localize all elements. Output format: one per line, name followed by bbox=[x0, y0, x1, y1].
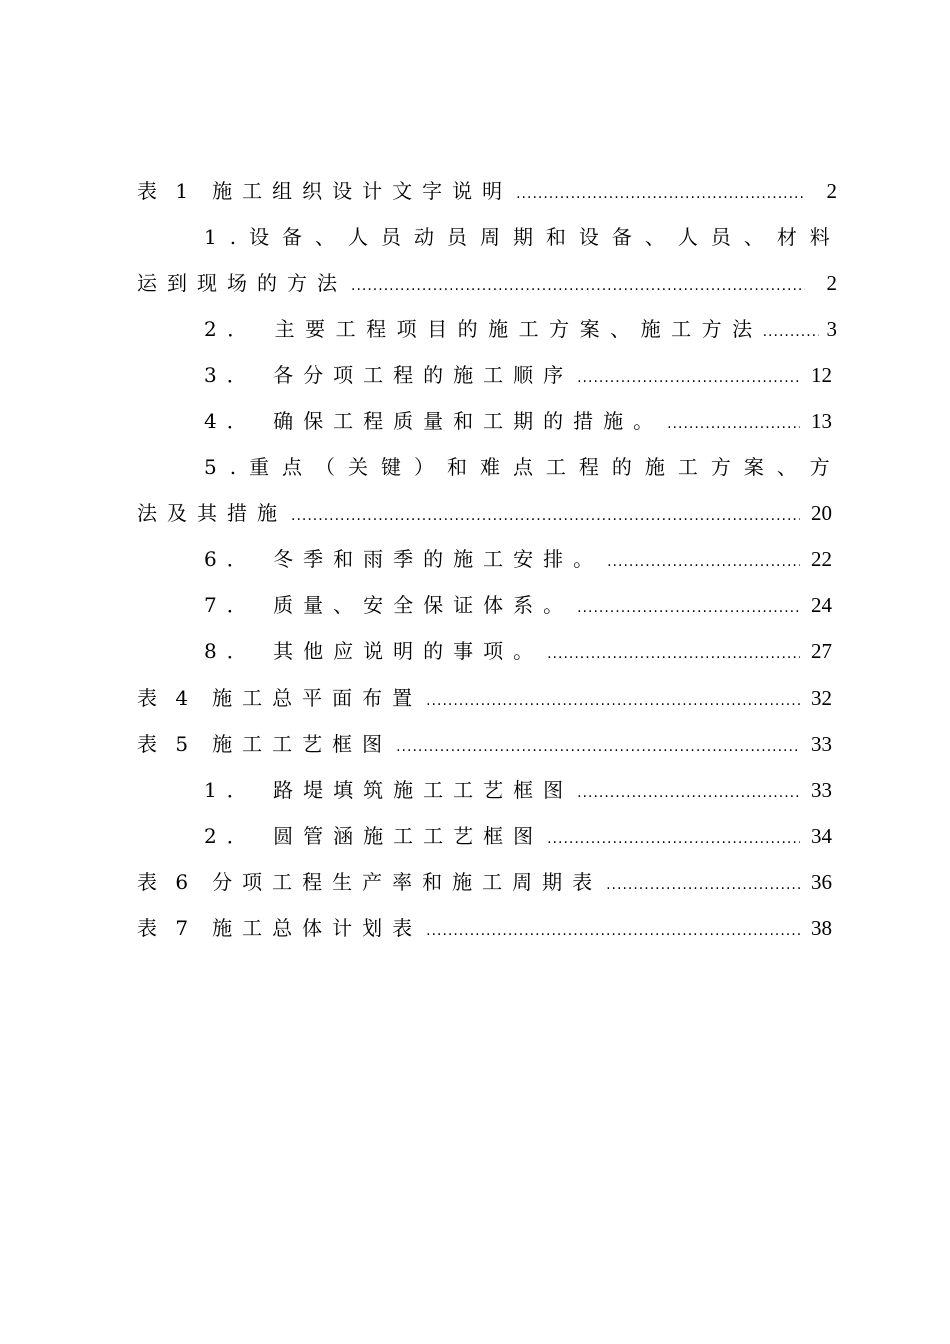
toc-table-label: 表 5 bbox=[137, 732, 195, 756]
toc-entry-char: 5 bbox=[204, 455, 217, 479]
dot-leader bbox=[351, 271, 805, 301]
dot-leader bbox=[763, 317, 819, 347]
toc-entry-char: 关 bbox=[348, 455, 369, 479]
toc-page-number: 36 bbox=[811, 870, 832, 894]
dot-leader bbox=[577, 363, 800, 393]
toc-entry-char: 员 bbox=[381, 225, 401, 249]
dot-leader bbox=[607, 547, 800, 577]
dot-leader bbox=[577, 778, 800, 808]
toc-page-number: 3 bbox=[826, 317, 837, 341]
toc-entry-item3[interactable] bbox=[204, 360, 832, 390]
toc-entry-char: 期 bbox=[512, 225, 533, 249]
toc-entry-char: 员 bbox=[446, 225, 467, 249]
dot-leader bbox=[426, 916, 800, 946]
toc-entry-table4[interactable] bbox=[137, 683, 832, 713]
toc-entry-title: 3． 各分项工程的施工顺序 bbox=[204, 363, 574, 387]
toc-entry-item5-line1[interactable] bbox=[204, 452, 830, 482]
toc-table-label: 表 1 bbox=[137, 179, 195, 203]
dot-leader bbox=[291, 501, 800, 531]
toc-entry-item6[interactable] bbox=[204, 544, 832, 574]
toc-entry-char: 人 bbox=[677, 225, 698, 249]
toc-page-number: 33 bbox=[811, 778, 832, 802]
toc-page-number: 2 bbox=[826, 179, 837, 203]
toc-page-number: 24 bbox=[811, 593, 832, 617]
toc-table-label: 表 6 bbox=[137, 870, 195, 894]
toc-entry-title: 法及其措施 bbox=[137, 501, 287, 525]
toc-entry-char: 键 bbox=[381, 455, 401, 479]
toc-entry-char: 的 bbox=[611, 455, 632, 479]
toc-entry-char: 、 bbox=[776, 455, 797, 479]
toc-entry-item1-line1[interactable] bbox=[204, 222, 830, 252]
toc-entry-char: 周 bbox=[479, 225, 500, 249]
toc-entry-char: 工 bbox=[677, 455, 698, 479]
toc-entry-char: 工 bbox=[545, 455, 566, 479]
toc-page-number: 2 bbox=[826, 271, 837, 295]
toc-entry-char: 和 bbox=[446, 455, 467, 479]
toc-entry-char: 、 bbox=[743, 225, 764, 249]
dot-leader bbox=[577, 593, 800, 623]
toc-entry-char: 和 bbox=[545, 225, 566, 249]
toc-entry-title: 4． 确保工程质量和工期的措施。 bbox=[204, 409, 664, 433]
toc-entry-item2[interactable] bbox=[204, 314, 837, 344]
toc-entry-char: . bbox=[229, 455, 237, 479]
toc-page-number: 34 bbox=[811, 824, 832, 848]
toc-entry-char: 施 bbox=[644, 455, 665, 479]
toc-entry-item7[interactable] bbox=[204, 590, 832, 620]
toc-page-number: 13 bbox=[811, 409, 832, 433]
dot-leader bbox=[667, 409, 800, 439]
toc-entry-item5-line2[interactable] bbox=[137, 498, 832, 528]
toc-entry-title: 1． 路堤填筑施工工艺框图 bbox=[204, 778, 574, 802]
dot-leader bbox=[606, 870, 800, 900]
toc-page-number: 22 bbox=[811, 547, 832, 571]
toc-entry-title: 施工总平面布置 bbox=[212, 686, 423, 710]
toc-entry-char: 人 bbox=[348, 225, 369, 249]
toc-entry-char: 备 bbox=[611, 225, 632, 249]
toc-entry-char: 料 bbox=[809, 225, 830, 249]
toc-page-number: 27 bbox=[811, 639, 832, 663]
toc-entry-table1[interactable] bbox=[137, 176, 837, 206]
toc-entry-char: 程 bbox=[578, 455, 599, 479]
toc-page-number: 32 bbox=[811, 686, 832, 710]
toc-page-number: 12 bbox=[811, 363, 832, 387]
toc-entry-table5[interactable] bbox=[137, 729, 832, 759]
toc-entry-table5-sub2[interactable] bbox=[204, 821, 832, 851]
toc-entry-item8[interactable] bbox=[204, 636, 832, 666]
toc-entry-title: 施工总体计划表 bbox=[212, 916, 423, 940]
toc-entry-char: 备 bbox=[282, 225, 303, 249]
toc-entry-char: 难 bbox=[479, 455, 500, 479]
toc-entry-item1-line2[interactable] bbox=[137, 268, 837, 298]
toc-entry-char: 点 bbox=[282, 455, 303, 479]
toc-entry-title: 2． 圆管涵施工工艺框图 bbox=[204, 824, 544, 848]
toc-entry-char: 、 bbox=[315, 225, 336, 249]
toc-entry-char: 设 bbox=[249, 225, 270, 249]
toc-table-label: 表 4 bbox=[137, 686, 195, 710]
toc-entry-char: 案 bbox=[743, 455, 764, 479]
toc-entry-title: 8． 其他应说明的事项。 bbox=[204, 639, 544, 663]
toc-page-number: 33 bbox=[811, 732, 832, 756]
toc-entry-title: 6． 冬季和雨季的施工安排。 bbox=[204, 547, 604, 571]
toc-entry-title: 施工组织设计文字说明 bbox=[212, 179, 513, 203]
toc-entry-char: 材 bbox=[776, 225, 797, 249]
toc-page-number: 38 bbox=[811, 916, 832, 940]
toc-entry-char: . bbox=[229, 225, 237, 249]
toc-entry-table6[interactable] bbox=[137, 867, 832, 897]
toc-entry-char: 重 bbox=[249, 455, 270, 479]
toc-page-number: 20 bbox=[811, 501, 832, 525]
toc-entry-char: 1 bbox=[204, 225, 217, 249]
toc-entry-char: ） bbox=[413, 455, 434, 479]
toc-entry-char: 设 bbox=[578, 225, 599, 249]
toc-table-label: 表 7 bbox=[137, 916, 195, 940]
dot-leader bbox=[547, 824, 800, 854]
dot-leader bbox=[396, 732, 800, 762]
toc-entry-title: 7． 质量、安全保证体系。 bbox=[204, 593, 574, 617]
toc-entry-title: 运到现场的方法 bbox=[137, 271, 347, 295]
dot-leader bbox=[426, 686, 800, 716]
toc-entry-char: 员 bbox=[710, 225, 731, 249]
toc-entry-title: 分项工程生产率和施工周期表 bbox=[212, 870, 603, 894]
toc-entry-table5-sub1[interactable] bbox=[204, 775, 832, 805]
toc-entry-char: （ bbox=[315, 455, 336, 479]
toc-entry-char: 方 bbox=[809, 455, 830, 479]
toc-entry-item4[interactable] bbox=[204, 406, 832, 436]
toc-entry-char: 、 bbox=[644, 225, 665, 249]
toc-entry-title: 2． 主要工程项目的施工方案、施工方法 bbox=[204, 317, 763, 341]
toc-entry-char: 动 bbox=[413, 225, 434, 249]
dot-leader bbox=[516, 179, 805, 209]
toc-entry-char: 点 bbox=[512, 455, 533, 479]
dot-leader bbox=[547, 639, 800, 669]
toc-entry-title: 施工工艺框图 bbox=[212, 732, 393, 756]
toc-entry-char: 方 bbox=[710, 455, 731, 479]
toc-entry-table7[interactable] bbox=[137, 913, 832, 943]
